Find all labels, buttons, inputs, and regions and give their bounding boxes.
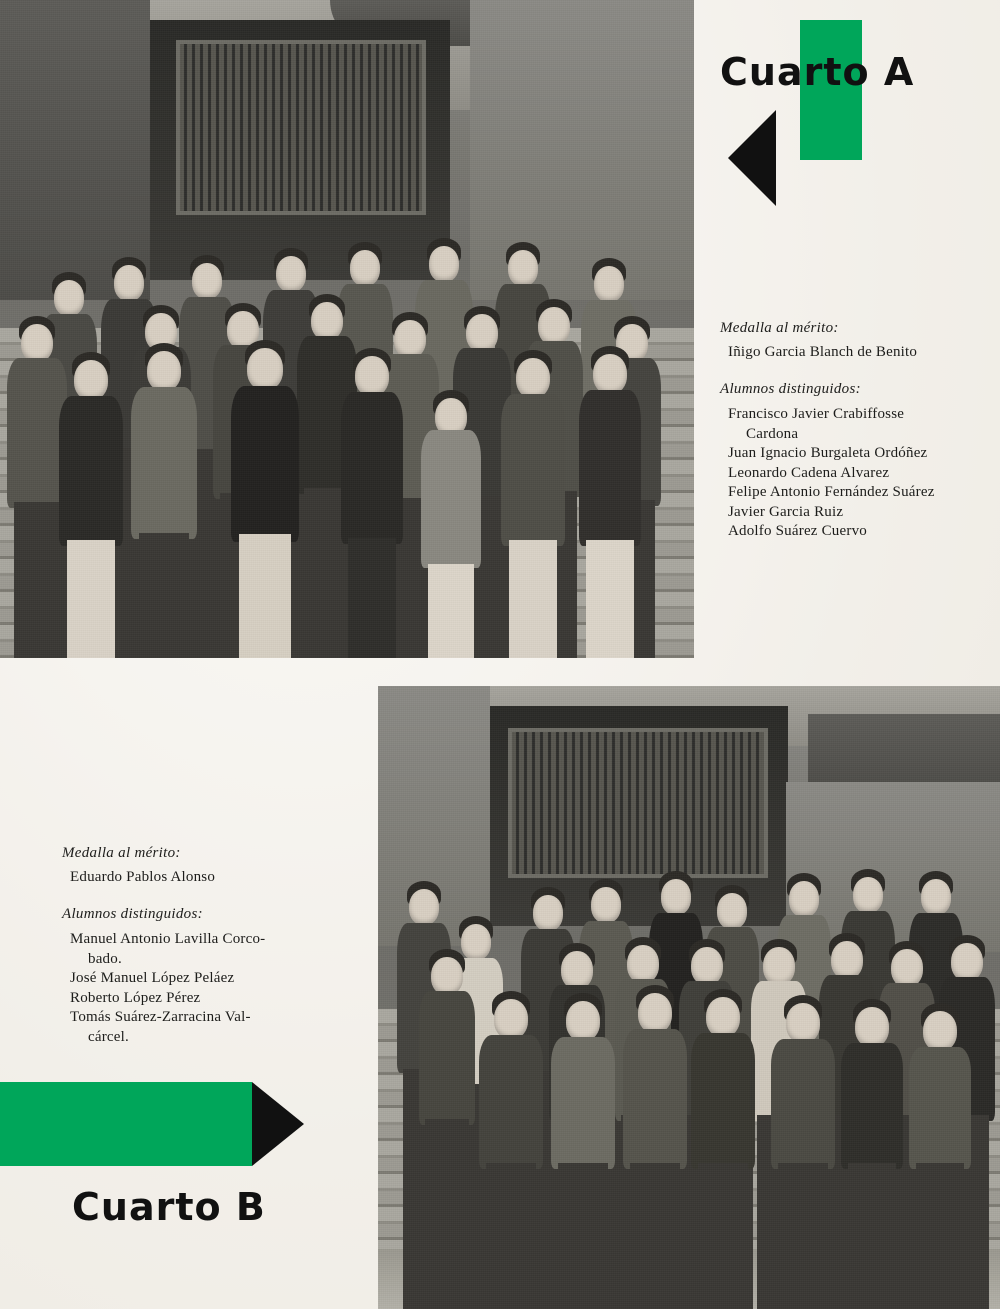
- list-item: Leonardo Cadena Alvarez: [728, 464, 890, 481]
- list-item: Adolfo Suárez Cuervo: [728, 523, 867, 539]
- credits-cuarto-a: [720, 320, 985, 542]
- student: [500, 358, 566, 658]
- green-banner-b: [0, 1082, 252, 1166]
- arrow-left-icon-a: [728, 110, 776, 206]
- student: [418, 919, 476, 1309]
- student: [550, 941, 616, 1309]
- medal-label-b: Medalla al mérito:: [62, 845, 181, 861]
- student: [58, 358, 124, 658]
- student: [420, 378, 482, 658]
- section-title-cuarto-b: Cuarto B: [72, 1185, 266, 1229]
- section-title-cuarto-a: Cuarto A: [720, 50, 915, 94]
- distinguished-list-a: [720, 405, 985, 542]
- student: [578, 358, 642, 658]
- student: [908, 941, 972, 1309]
- list-item: Juan Ignacio Burgaleta Ordóñez: [728, 445, 928, 461]
- distinguished-label-a: Alumnos distinguidos:: [720, 381, 861, 397]
- class-photo-cuarto-b: [378, 686, 1000, 1309]
- list-item: Tomás Suárez-Zarracina Val- cárcel.: [70, 1009, 251, 1045]
- students-group-a: [0, 0, 694, 658]
- students-group-b: [378, 686, 1000, 1309]
- credits-cuarto-b: [62, 845, 312, 1047]
- list-item: Roberto López Pérez: [70, 989, 201, 1006]
- class-photo-cuarto-a: [0, 0, 694, 658]
- student: [770, 941, 836, 1309]
- student: [230, 352, 300, 658]
- list-item: Francisco Javier Crabiffosse Cardona: [728, 406, 905, 442]
- student: [622, 941, 688, 1309]
- student: [690, 941, 756, 1309]
- list-item: Felipe Antonio Fernández Suárez: [728, 484, 935, 500]
- distinguished-label-b: Alumnos distinguidos:: [62, 906, 203, 922]
- arrow-right-icon-b: [252, 1082, 304, 1166]
- student: [478, 941, 544, 1309]
- medal-label-a: Medalla al mérito:: [720, 320, 839, 336]
- medal-name-a: Iñigo Garcia Blanch de Benito: [728, 344, 918, 360]
- medal-name-b: Eduardo Pablos Alonso: [70, 869, 216, 885]
- list-item: José Manuel López Peláez: [70, 970, 235, 986]
- student: [130, 353, 198, 658]
- student: [840, 941, 904, 1309]
- distinguished-list-b: [62, 930, 312, 1047]
- student: [340, 358, 404, 658]
- list-item: Javier Garcia Ruiz: [728, 503, 844, 520]
- list-item: Manuel Antonio Lavilla Corco- bado.: [70, 931, 266, 967]
